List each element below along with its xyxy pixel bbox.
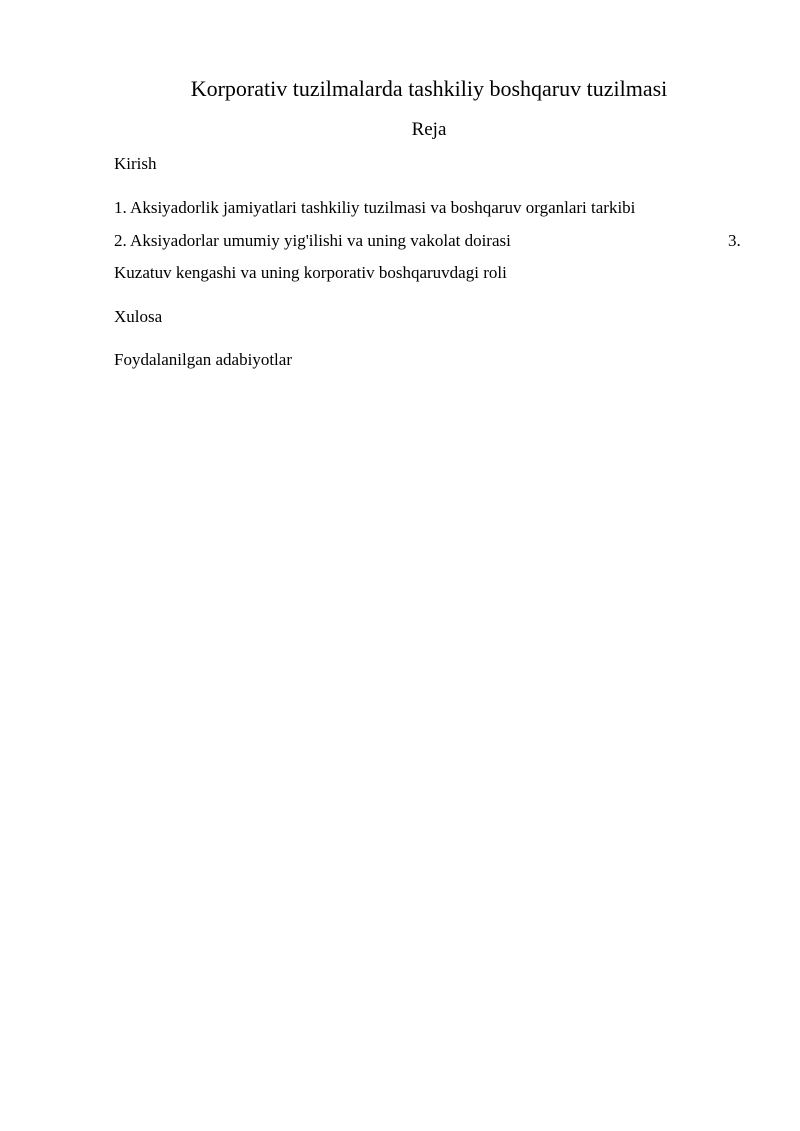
plan-item-3-number: 3. — [728, 231, 741, 250]
document-title: Korporativ tuzilmalarda tashkiliy boshqaruv tuzilmasi — [190, 76, 668, 101]
plan-item-conclusion: Xulosa — [114, 307, 163, 326]
plan-item-intro: Kirish — [114, 154, 157, 173]
plan-item-references: Foydalanilgan adabiyotlar — [114, 350, 292, 369]
plan-item-1: 1. Aksiyadorlik jamiyatlari tashkiliy tuzilmasi va boshqaruv organlari tarkibi — [114, 198, 636, 217]
plan-item-2: 2. Aksiyadorlar umumiy yig'ilishi va uning vakolat doirasi — [114, 231, 511, 250]
plan-item-3: Kuzatuv kengashi va uning korporativ boshqaruvdagi roli — [114, 263, 507, 282]
plan-heading: Reja — [411, 119, 447, 140]
